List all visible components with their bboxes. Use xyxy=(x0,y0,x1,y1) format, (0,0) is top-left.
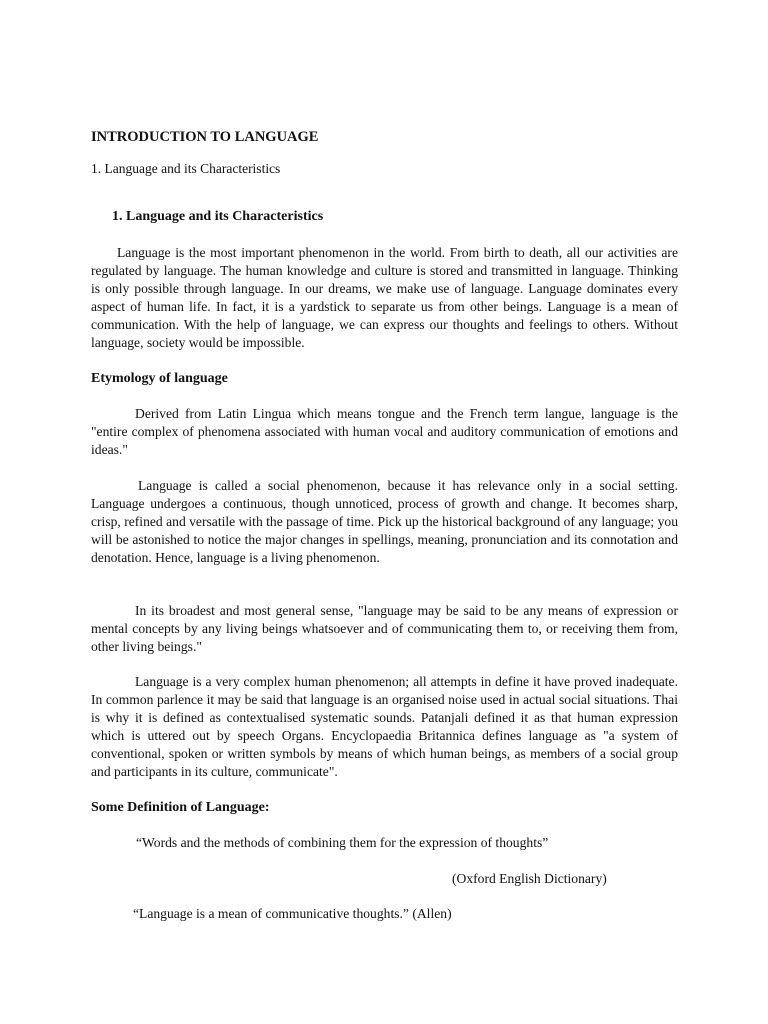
paragraph-complex-phenomenon: Language is a very complex human phenomenon; all attempts in define it have proved inadequate. In common parlence it may be said that language is an organised noise used in actual social situations. Thai is why it is defined as contextualised systematic sounds. Patanjali defined it as that human expression which is uttered out by speech Organs. Encyclopaedia Britannica defines language as "a system of conventional, spoken or written symbols by means of which human beings, as members of a social group and participants in its culture, communicate". xyxy=(91,674,678,779)
paragraph-general-sense: In its broadest and most general sense, "language may be said to be any means of expression or mental concepts by any living beings whatsoever and of communicating them to, or receiving them from, other living beings." xyxy=(91,603,678,654)
definition-quote: “Language is a mean of communicative thoughts.” (Allen) xyxy=(133,906,452,921)
definition-quote: “Words and the methods of combining them for the expression of thoughts” xyxy=(136,835,549,850)
paragraph-social-phenomenon: Language is called a social phenomenon, because it has relevance only in a social setting. Language undergoes a continuous, though unnoticed, process of growth and change. It becomes sharp, crisp, refined and versatile with the passage of time. Pick up the historical background of any language; you will be astonished to notice the major changes in spellings, meaning, pronunciation and its connotation and denotation. Hence, language is a living phenomenon. xyxy=(91,478,679,565)
section-heading: 1. Language and its Characteristics xyxy=(112,209,324,224)
definitions-heading: Some Definition of Language: xyxy=(91,800,270,815)
document-title: INTRODUCTION TO LANGUAGE xyxy=(91,129,319,145)
definition-source: (Oxford English Dictionary) xyxy=(452,871,607,886)
paragraph-etymology: Derived from Latin Lingua which means tongue and the French term langue, language is the "entire complex of phenomena associated with human vocal and auditory communication of emotions and ideas." xyxy=(91,406,678,457)
etymology-heading: Etymology of language xyxy=(91,371,228,386)
toc-item: 1. Language and its Characteristics xyxy=(91,161,281,176)
paragraph-intro: Language is the most important phenomenon in the world. From birth to death, all our activities are regulated by language. The human knowledge and culture is stored and transmitted in language. Thinking is only possible through language. In our dreams, we make use of language. Language dominates every aspect of human life. In fact, it is a yardstick to separate us from other beings. Language is a mean of communication. With the help of language, we can express our thoughts and feelings to others. Without language, society would be impossible. xyxy=(91,245,678,350)
